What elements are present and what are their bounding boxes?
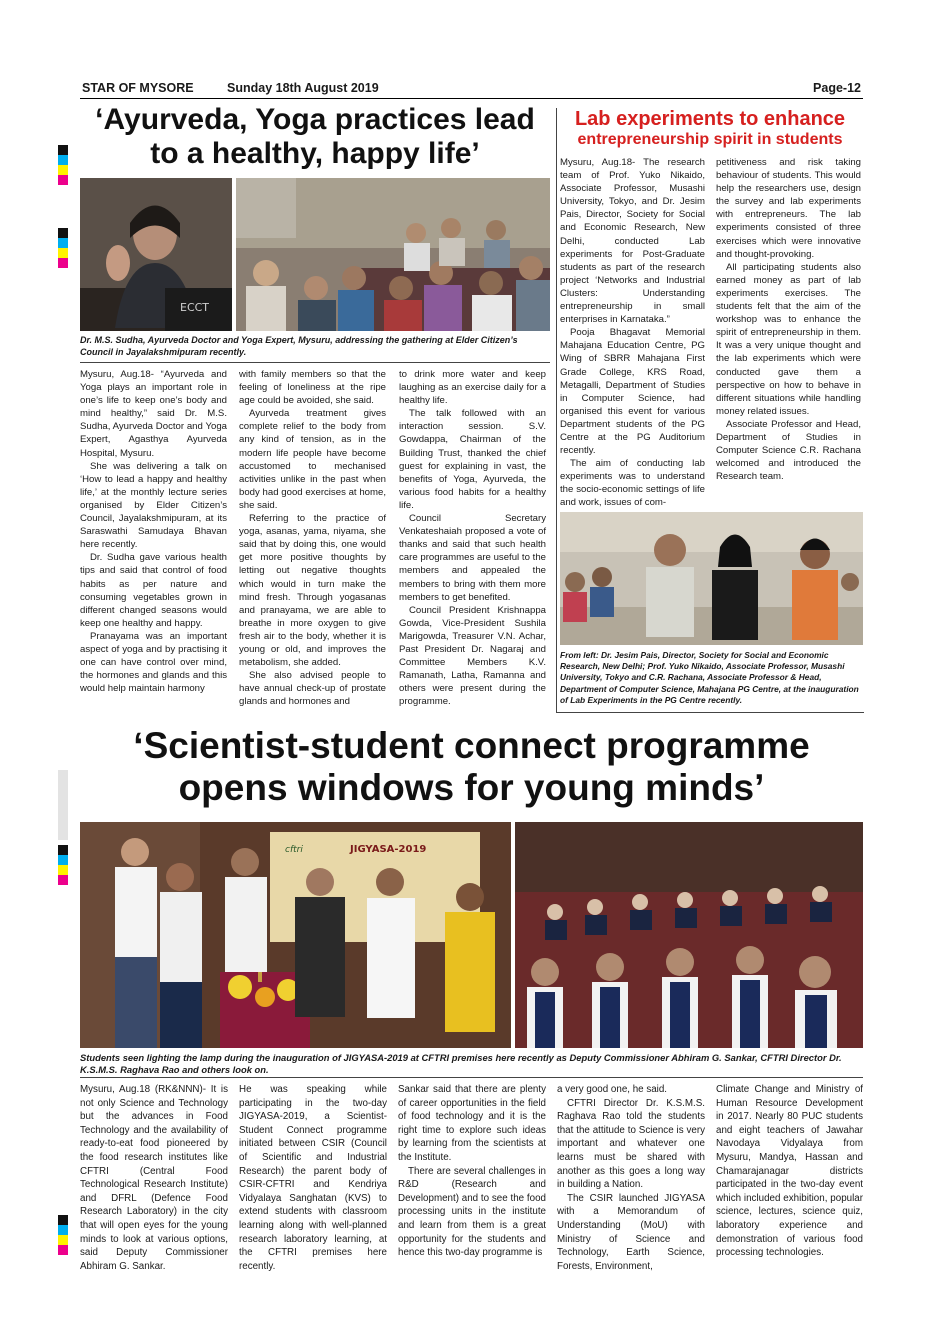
divider <box>556 712 864 713</box>
svg-text:ECCT: ECCT <box>180 301 210 314</box>
lab-team-illustration <box>560 512 863 645</box>
students-audience-illustration <box>515 822 863 1048</box>
cmyk-registration-strip-icon <box>58 845 68 885</box>
divider <box>80 362 550 363</box>
divider <box>80 1077 863 1078</box>
story2-caption: From left: Dr. Jesim Pais, Director, Society for Social and Economic Research, New Delhi; Prof. Yuko Nikaido, Associate Professor, Musashi University, Tokyo and C.R. Rachana, Associate Professor & Head, Department of Computer Science, Mahajana PG Centre, at the inauguration of Lab Experiments in the PG Centre recently. <box>560 650 859 705</box>
story1-headline: ‘Ayurveda, Yoga practices lead to a healthy, happy life’ <box>95 103 535 170</box>
story3-col3: Sankar said that there are plenty of career opportunities in the field of food technology and it is the right time to explore such ideas by learning from the scientists at the Institute. There are several challenges in R&D (Research and Development) and to see the food processing units in the institute and learn from them is a great opportunity for the students and hence this two-day programme is <box>398 1084 546 1259</box>
lamp-lighting-illustration <box>80 822 511 1048</box>
audience-photo <box>236 178 550 331</box>
banner-title: JIGYASA-2019 <box>350 844 427 855</box>
story3-col5: Climate Change and Ministry of Human Resource Development in 2017. Nearly 80 PUC students and eight teachers of Jawahar Navodaya Vidyalaya from Mysuru, Mandya, Hassan and Chamarajanagar districts participated in the two-day event which included exhibition, popular science, lectures, science quiz, laboratory experience and demonstration of various food processing technologies. <box>716 1084 863 1259</box>
page-number: Page-12 <box>813 81 861 95</box>
story2-col1: Mysuru, Aug.18- The research team of Prof. Yuko Nikaido, Associate Professor, Musashi University, Tokyo, and Dr. Jesim Pais, Director, Society for Social and Economic Research, New Delhi, conducted Lab experiments for Post-Graduate students as part of the research project ‘Networks and Industrial Clusters: Understanding entrepreneurship in small enterprises in Karnataka.” Pooja Bhagavat Memorial Mahajana Education Centre, PG Wing of SBRR Mahajana First Grade College, KRS Road, Metagalli, Department of Studies in Computer Science, had organised this event for various Department students of the PG Centre at the PG Auditorium recently. The aim of conducting lab experiments was to understand the socio-economic settings of life and work, issues of com- <box>560 157 705 509</box>
story1-col2: with family members so that the feeling of loneliness at the ripe age could be avoided, she said. Ayurveda treatment gives complete relief to the body from any kind of tension, as in the modern life people have become accustomed to mechanised activities unlike in the past when body had good exercises at home, she said. Referring to the practice of yoga, asanas, yama, niyama, she said that by doing this, one would get more positive thoughts by letting out negative thoughts which would in turn make the mind fresh. Through yogasanas and pranayama, we are able to breathe in more oxygen to give fresh air to the body, whether it is young or old, and improves the metabolism, she added. She also advised people to have annual check-up of prostate glands and hormones and <box>239 369 386 708</box>
story2-headline: Lab experiments to enhance entrepreneurship spirit in students <box>574 108 846 148</box>
paper-name: STAR OF MYSORE <box>82 81 194 95</box>
speaker-photo <box>80 178 232 331</box>
cmyk-registration-strip-icon <box>58 1215 68 1255</box>
story1-col3: to drink more water and keep laughing as an exercise daily for a healthy life. The talk followed with an interaction session. S.V. Gowdappa, Chairman of the Building Trust, thanked the chief guest for explaining in vast, the benefits of Yoga, Ayurveda, the various food habits for a healthy life. Council Secretary Venkateshaiah proposed a vote of thanks and said that such health care programmes are useful to the members and appealed the members to bring with them more members to get benefited. Council President Krishnappa Gowda, Vice-President Sushila Marigowda, Treasurer V.N. Achar, Past President Dr. Nagaraj and Committee Members K.V. Ramanath, Latha, Ramanna and others were present during the programme. <box>399 369 546 708</box>
story3-col4: a very good one, he said. CFTRI Director Dr. K.S.M.S. Raghava Rao told the students that the attitude to Science is very important and whatever one learns must be shared with another as this goes a long way in building a Nation. The CSIR launched JIGYASA with a Memorandum of Understanding (MoU) with Ministry of Science and Technology, Earth Science, Forests, Environment, <box>557 1084 705 1272</box>
column-rule <box>556 108 557 713</box>
masthead <box>80 78 863 99</box>
lab-team-photo <box>560 512 863 645</box>
story2-col2: petitiveness and risk taking behaviour of students. This would help the researchers use, design the survey and lab experiments with entrepreneurs. The lab experiments consisted of three exercises which were innovative and thought-provoking. All participating students also earned money as part of lab experiments exercises. The students felt that the aim of the workshop was to enhance the spirit of entrepreneurship in them. It was a very unique thought and the lab experiments which were conducted gave them a perspective on how to behave in different situations while handling money related issues. Associate Professor and Head, Department of Studies in Computer Science C.R. Rachana welcomed and introduced the Research team. <box>716 157 861 483</box>
speaker-illustration <box>80 178 232 331</box>
story3-caption: Students seen lighting the lamp during the inauguration of JIGYASA-2019 at CFTRI premises here recently as Deputy Commissioner Abhiram G. Sankar, CFTRI Director Dr. K.S.M.S. Raghava Rao and others look on. <box>80 1052 842 1075</box>
story3-headline: ‘Scientist-student connect programme opens windows for young minds’ <box>133 725 810 808</box>
cftri-logo: cftri <box>285 845 303 855</box>
story3-col1: Mysuru, Aug.18 (RK&NNN)- It is not only Science and Technology but the advances in Food Technology and the availability of ready-to-eat food pioneered by the food research institutes like CFTRI (Central Food Technological Research Institute) and DFRL (Defence Food Research Laboratory) in the city that will open eyes for the young minds to look at various options, said Deputy Commissioner Abhiram G. Sankar. <box>80 1084 228 1272</box>
audience-illustration <box>236 178 550 331</box>
cmyk-registration-strip-icon <box>58 228 68 268</box>
students-audience-photo <box>515 822 863 1048</box>
cmyk-registration-strip-icon <box>58 145 68 185</box>
story1-col1: Mysuru, Aug.18- “Ayurveda and Yoga plays an important role in one’s life to keep one’s body and mind healthy,” said Dr. M.S. Sudha, Ayurveda Doctor and Yoga Expert, Agasthya Ayurveda Hospital, Mysuru. She was delivering a talk on ‘How to lead a happy and healthy life,’ at the monthly lecture series organised by Elder Citizen’s Council, Jayalakshmipuram, at its Saraswathi Samudaya Bhavan here recently. Dr. Sudha gave various health tips and said that control of food habits as per nature and consuming vegetables grown in different changed seasons would keep one healthy and happy. Pranayama was an important aspect of yoga and by practising it one can have control over mind, the hormones and glands and this would help maintain harmony <box>80 369 227 695</box>
grey-strip <box>58 770 68 840</box>
story1-caption: Dr. M.S. Sudha, Ayurveda Doctor and Yoga Expert, Mysuru, addressing the gathering at Elder Citizen’s Council in Jayalakshmipuram recently. <box>80 335 518 357</box>
lamp-lighting-photo <box>80 822 511 1048</box>
story3-col2: He was speaking while participating in the two-day JIGYASA-2019, a Scientist-Student Connect programme initiated between CSIR (Council of Scientific and Industrial Research) the parent body of CSIR-CFTRI and Kendriya Vidyalaya Sanghatan (KVS) to extend students with classroom learning along with well-planned research laboratory learning, at the CFTRI premises here recently. <box>239 1084 387 1272</box>
issue-date: Sunday 18th August 2019 <box>227 81 379 95</box>
